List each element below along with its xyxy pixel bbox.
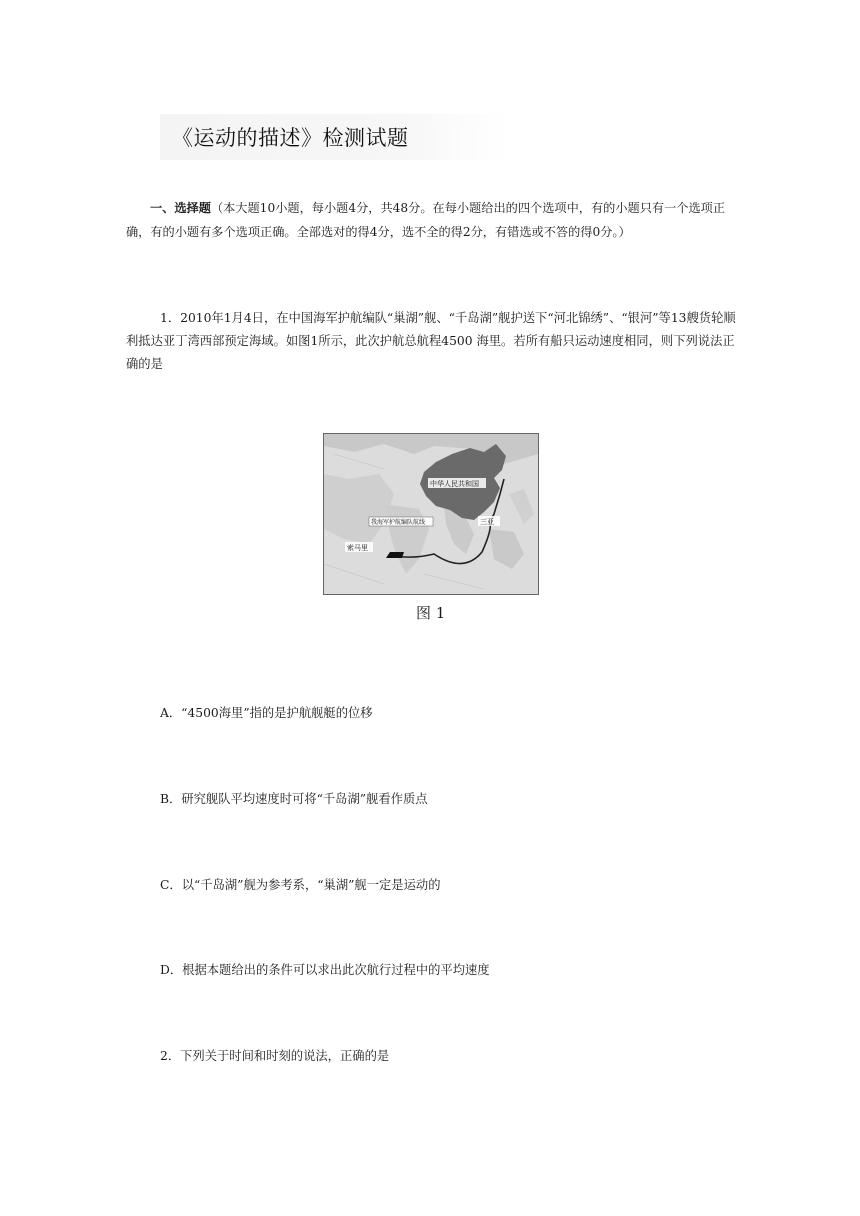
map-label-route: 我海军护航编队航线: [371, 519, 426, 526]
question-1-option-d: D．根据本题给出的条件可以求出此次航行过程中的平均速度: [160, 963, 490, 977]
section-instructions-text: （本大题10小题，每小题4分，共48分。在每小题给出的四个选项中，有的小题只有一个选项正确，有的小题有多个选项正确。全部选对的得4分，选不全的得2分，有错选或不答的得0分。）: [126, 201, 726, 239]
map-label-sanya: 三亚: [480, 518, 494, 526]
map-label-somalia: 索马里: [347, 544, 368, 552]
section-heading: 一、选择题: [150, 201, 211, 215]
question-1-option-b: B．研究舰队平均速度时可将“千岛湖”舰看作质点: [160, 792, 428, 806]
map-graphic: [324, 434, 538, 594]
question-1-option-c: C．以“千岛湖”舰为参考系，“巢湖”舰一定是运动的: [160, 878, 441, 892]
question-1-text: [126, 307, 738, 376]
section-instructions: [126, 196, 738, 244]
map-label-china: 中华人民共和国: [430, 480, 479, 488]
question-1-option-a: A．“4500海里”指的是护航舰艇的位移: [160, 706, 373, 720]
question-2-text: 2．下列关于时间和时刻的说法，正确的是: [160, 1049, 390, 1063]
page-title: 《运动的描述》检测试题: [172, 126, 409, 150]
figure-1-caption: 图 1: [416, 604, 446, 622]
figure-1-map: [323, 433, 539, 595]
question-1-stem: 1．2010年1月4日，在中国海军护航编队“巢湖”舰、“千岛湖”舰护送下“河北锦绣”、“银河”等13艘货轮顺利抵达亚丁湾西部预定海域。如图1所示，此次护航总航程4500 海里。若所有船只运动速度相同，则下列说法正确的是: [126, 311, 736, 371]
